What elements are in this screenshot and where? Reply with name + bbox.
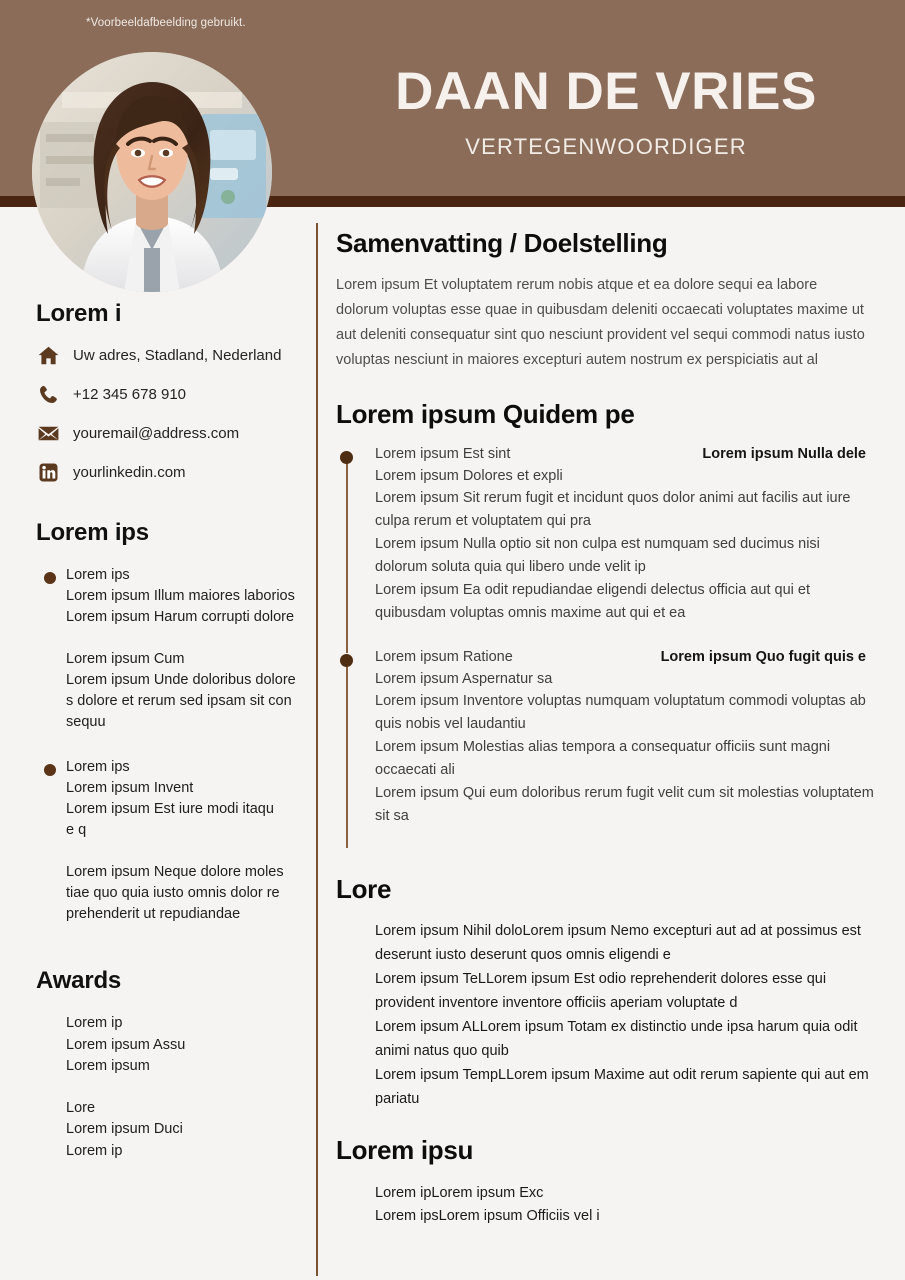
contact-email-text: youremail@address.com (73, 424, 240, 442)
education-heading: Lore (336, 874, 392, 904)
skill-line: Lorem ips (66, 759, 130, 775)
skill-line: Lorem ipsum Illum maiores laborios (66, 588, 295, 604)
award-block (36, 1098, 298, 1163)
timeline-dot-icon (340, 654, 353, 667)
sidebar-contact-heading: Lorem i (36, 300, 122, 327)
extra-item: Lorem ipLorem ipsum Exc (375, 1185, 544, 1201)
contact-row-address (36, 344, 298, 366)
experience-role: Lorem ipsum Ratione (375, 649, 513, 665)
award-line: Lorem ipsum Duci (66, 1121, 183, 1137)
home-icon (36, 344, 60, 366)
experience-subtitle: Lorem ipsum Dolores et expli (375, 468, 563, 484)
experience-role: Lorem ipsum Est sint (375, 446, 511, 462)
experience-bullet: Lorem ipsum Molestias alias tempora a consequatur officiis sunt magni occaecati ali (375, 739, 831, 778)
award-line: Lorem ip (66, 1142, 123, 1159)
contact-address-text: Uw adres, Stadland, Nederland (73, 346, 282, 364)
education-item: Lorem ipsum Nihil doloLorem ipsum Nemo excepturi aut ad at possimus est deserunt iusto deserunt quos omnis eligendi e (375, 923, 861, 963)
award-block (36, 1013, 298, 1078)
sidebar (0, 300, 316, 1182)
extra-list (336, 1182, 876, 1228)
skill-line: e q (66, 822, 87, 838)
skill-line: prehenderit ut repudiandae (66, 906, 241, 922)
timeline-rail (346, 457, 348, 653)
experience-company: Lorem ipsum Nulla dele (702, 446, 866, 462)
skill-line: sequu (66, 714, 106, 730)
experience-heading: Lorem ipsum Quidem pe (336, 399, 635, 429)
experience-entry (336, 444, 876, 647)
experience-entry (336, 647, 876, 850)
summary-heading: Samenvatting / Doelstelling (336, 228, 668, 258)
skill-line: Lorem ipsum Harum corrupti dolore (66, 609, 295, 625)
skill-subgroup (66, 649, 298, 733)
main-column (336, 228, 876, 1228)
bullet-dot-icon (44, 764, 56, 776)
experience-bullets (375, 487, 876, 625)
name-block (336, 62, 876, 160)
column-divider (316, 223, 318, 1276)
experience-bullet: Lorem ipsum Ea odit repudiandae eligendi delectus officia aut qui et quibusdam voluptas omnis maxime aut qui et ea (375, 582, 811, 621)
skill-line: Lorem ipsum Est iure modi itaqu (66, 801, 274, 817)
experience-bullet: Lorem ipsum Sit rerum fugit et incidunt quos dolor animi aut facilis aut iure culpa rerum et voluptatem qui pra (375, 490, 851, 529)
email-icon (36, 422, 60, 444)
award-line: Lorem ip (66, 1015, 123, 1031)
candidate-role: VERTEGENWOORDIGER (465, 134, 747, 159)
education-item: Lorem ipsum TempLLorem ipsum Maxime aut odit rerum sapiente qui aut em pariatu (375, 1067, 869, 1107)
extra-heading: Lorem ipsu (336, 1135, 474, 1165)
contact-row-linkedin (36, 461, 298, 483)
linkedin-icon (36, 461, 60, 483)
contact-phone-text: +12 345 678 910 (73, 385, 187, 403)
experience-header (375, 647, 876, 669)
award-line: Lore (66, 1099, 96, 1116)
contact-list (36, 344, 298, 483)
skill-subgroup (66, 862, 298, 925)
experience-bullets (375, 690, 876, 828)
summary-paragraph: Lorem ipsum Et voluptatem rerum nobis atque et ea dolore sequi ea labore dolorum voluptas esse quae in quibusdam deleniti occaecati voluptates maxime ut aut deleniti consequatur sint quo nesciunt provident vel sequi commodi natus iusto voluptas nesciunt in maiores excepturi autem nostrum ex perspiciatis aut al (336, 277, 865, 368)
education-item: Lorem ipsum ALLorem ipsum Totam ex distinctio unde ipsa harum quia odit animi natus quo quib (375, 1019, 858, 1059)
skill-line: Lorem ipsum Neque dolore moles (66, 864, 284, 880)
timeline-dot-icon (340, 451, 353, 464)
sidebar-skills-heading: Lorem ips (36, 519, 149, 546)
contact-row-phone (36, 383, 298, 405)
award-line: Lorem ipsum (66, 1058, 150, 1074)
education-item: Lorem ipsum TeLLorem ipsum Est odio reprehenderit dolores esse qui provident inventore inventore officiis aperiam voluptate d (375, 971, 827, 1011)
skill-line: tiae quo quia iusto omnis dolor re (66, 885, 280, 901)
experience-company: Lorem ipsum Quo fugit quis e (660, 649, 866, 665)
contact-row-email (36, 422, 298, 444)
skill-line: s dolore et rerum sed ipsam sit con (66, 693, 292, 709)
skill-line: Lorem ipsum Unde doloribus dolore (66, 672, 296, 688)
sidebar-skill-group (36, 757, 298, 925)
extra-item: Lorem ipsLorem ipsum Officiis vel i (375, 1208, 600, 1224)
sidebar-awards-heading: Awards (36, 967, 122, 994)
experience-header (375, 444, 876, 466)
skill-line: Lorem ipsum Cum (66, 651, 185, 667)
skill-line: Lorem ipsum Invent (66, 780, 194, 796)
bullet-dot-icon (44, 572, 56, 584)
award-line: Lorem ipsum Assu (66, 1036, 186, 1053)
education-list (336, 919, 876, 1111)
experience-bullet: Lorem ipsum Qui eum doloribus rerum fugit velit cum sit molestias voluptatem sit sa (375, 785, 874, 824)
experience-timeline (336, 444, 876, 850)
experience-bullet: Lorem ipsum Inventore voluptas numquam voluptatum commodi voluptas ab quis nobis vel laudantiu (375, 693, 866, 732)
sample-image-disclaimer: *Voorbeeldafbeelding gebruikt. (86, 17, 246, 29)
experience-bullet: Lorem ipsum Nulla optio sit non culpa est numquam sed ducimus nisi dolorum soluta quia qui libero unde velit ip (375, 536, 820, 575)
experience-subtitle: Lorem ipsum Aspernatur sa (375, 671, 553, 687)
portrait-photo (32, 52, 272, 292)
skill-line: Lorem ips (66, 567, 130, 583)
contact-linkedin-text: yourlinkedin.com (73, 463, 186, 481)
sidebar-skill-group (36, 565, 298, 733)
phone-icon (36, 383, 60, 405)
candidate-name: DAAN DE VRIES (395, 62, 817, 121)
timeline-rail (346, 660, 348, 848)
